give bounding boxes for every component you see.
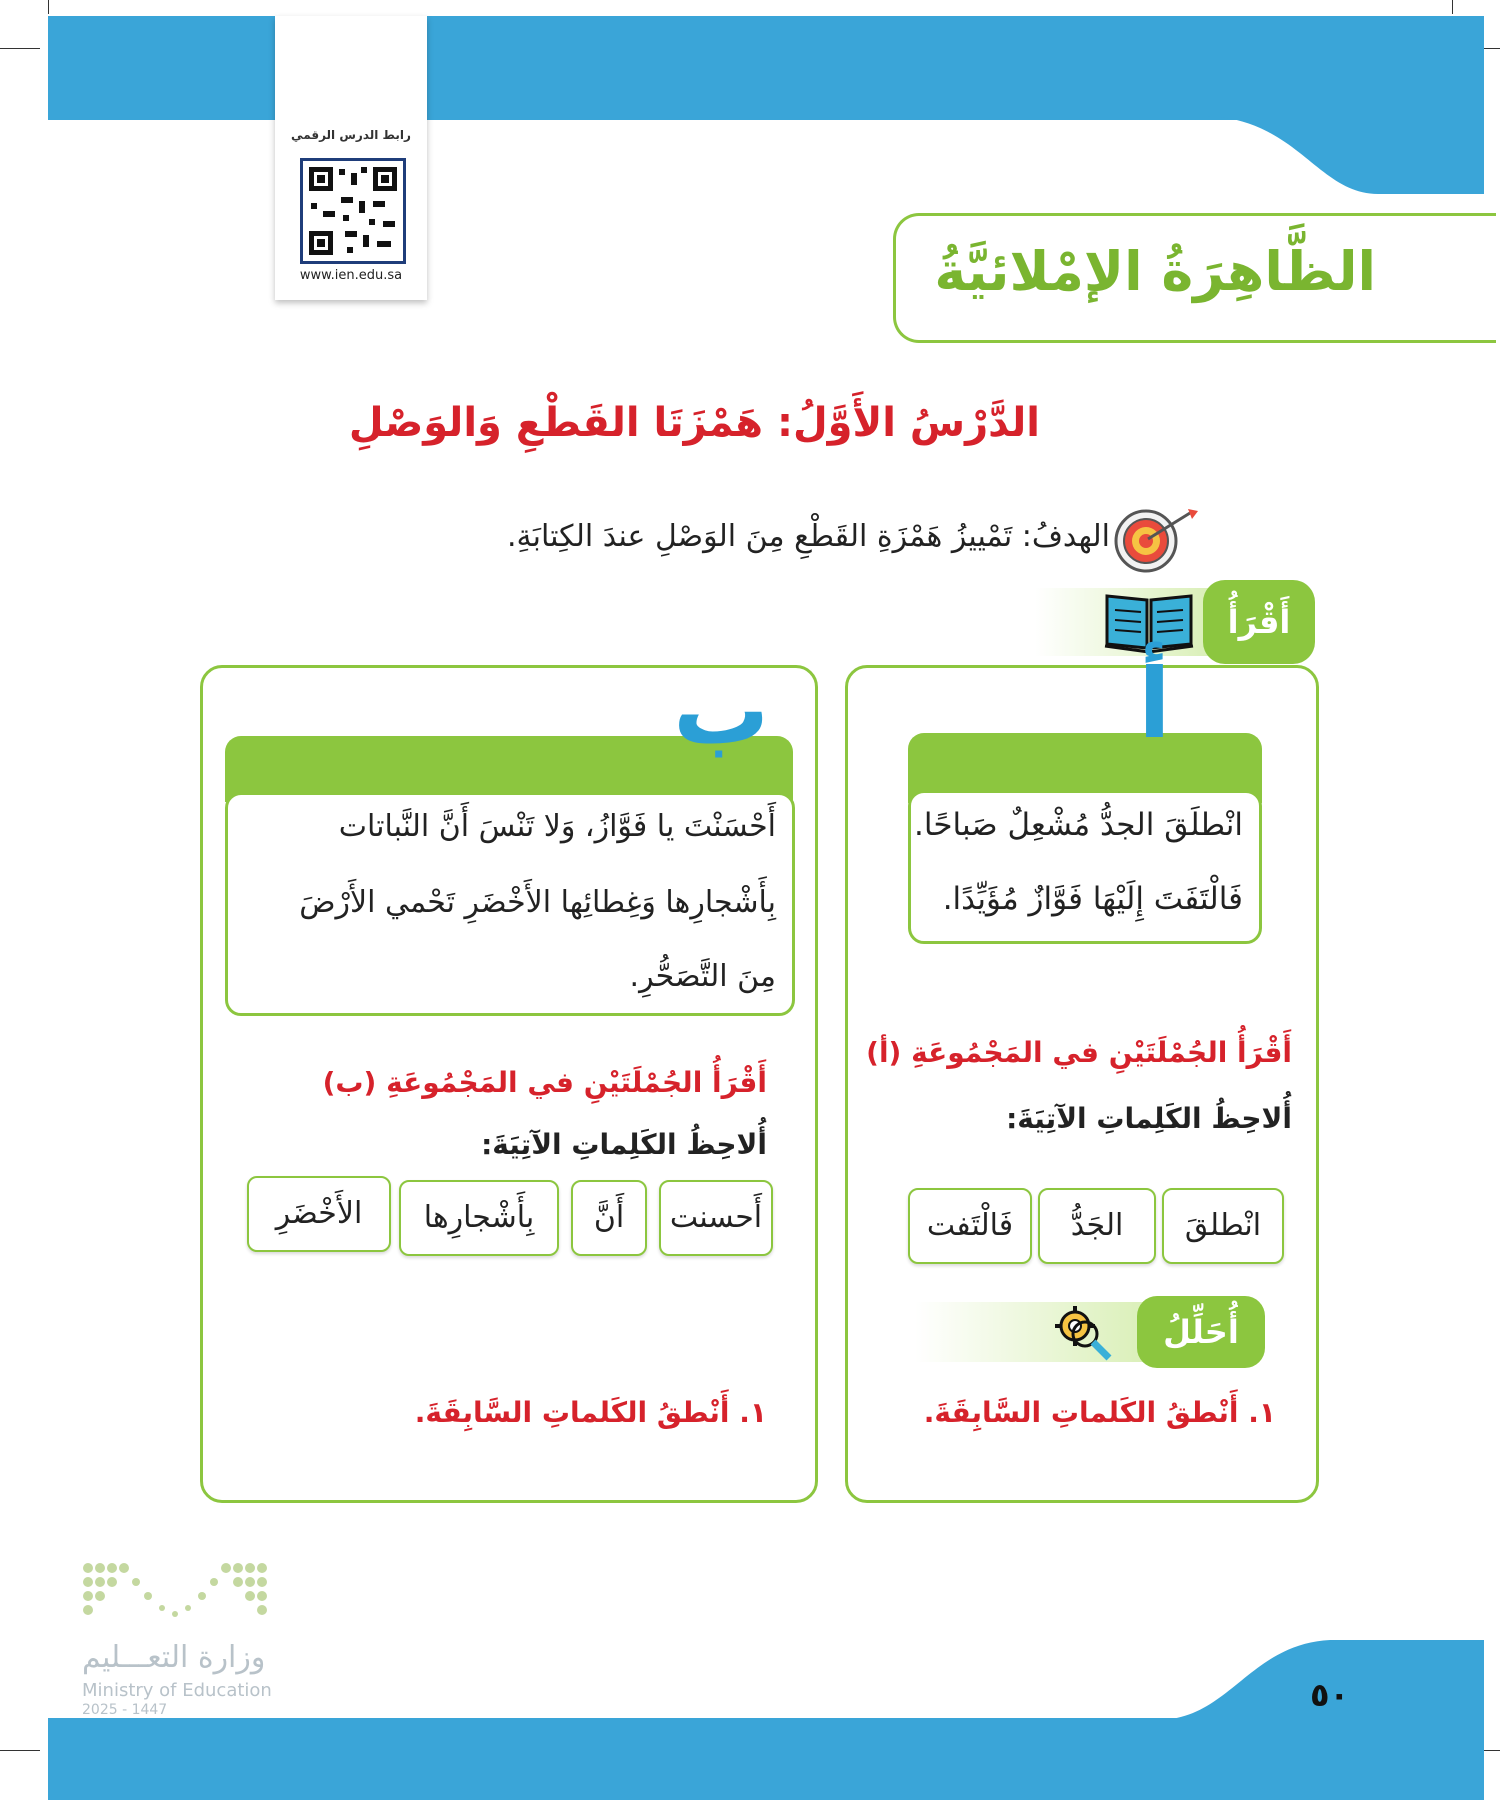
group-a-word-card: فَالْتَفت: [908, 1188, 1032, 1264]
group-a-instruction-read: أَقْرَأُ الجُمْلَتَيْنِ في المَجْمُوعَةِ (أ): [866, 1036, 1292, 1069]
analyze-band-fade: [915, 1302, 1155, 1362]
page-title: الظَّاهِرَةُ الإمْلائيَّةُ: [934, 240, 1376, 303]
group-a-word-card: الجَدُّ: [1038, 1188, 1156, 1264]
crop-mark: [48, 0, 49, 14]
group-b-sentence: مِنَ التَّصَحُّرِ.: [629, 959, 776, 994]
ministry-year: 2025 - 1447: [82, 1702, 168, 1718]
group-b-word-card: بِأَشْجارِها: [399, 1180, 559, 1256]
group-a-task: ١. أَنْطقُ الكَلماتِ السَّابِقَةَ.: [923, 1396, 1276, 1429]
group-b-word-card: الأَخْضَرِ: [247, 1176, 391, 1252]
group-a-instruction-note: أُلاحِظُ الكَلِماتِ الآتِيَةَ:: [1006, 1102, 1292, 1135]
crop-mark: [1452, 0, 1453, 14]
group-a-sentence-box: [908, 790, 1262, 944]
group-a-panel: [845, 648, 1319, 1503]
group-b-instruction-read: أَقْرَأُ الجُمْلَتَيْنِ في المَجْمُوعَةِ (ب): [322, 1066, 767, 1099]
group-b-panel: [200, 654, 818, 1503]
qr-label: رابط الدرس الرقمي: [291, 128, 411, 142]
magnify-gear-icon: [1051, 1302, 1115, 1362]
goal-row: [506, 505, 1200, 575]
group-a-sentence: فَالْتَفَتَ إِلَيْهَا فَوَّازٌ مُؤَيِّدًا.: [942, 881, 1243, 917]
group-b-instruction-note: أُلاحِظُ الكَلِماتِ الآتِيَةَ:: [481, 1128, 767, 1161]
goal-text: الهدفُ: تَمْييزُ هَمْزَةِ القَطْعِ مِنَ الوَصْلِ عندَ الكِتابَةِ.: [506, 519, 1110, 554]
qr-url[interactable]: www.ien.edu.sa: [299, 268, 403, 283]
read-band: [1040, 580, 1315, 664]
footer-bar: [48, 1718, 1484, 1800]
group-a-word-card: انْطلقَ: [1162, 1188, 1284, 1264]
group-a-letter: أ: [1138, 648, 1171, 760]
title-box: [893, 213, 1496, 343]
banner-curve: [48, 110, 1484, 200]
group-b-task: ١. أَنْطقُ الكَلماتِ السَّابِقَةَ.: [414, 1396, 767, 1429]
group-b-sentence-box: [225, 792, 795, 1016]
qr-code[interactable]: [300, 158, 406, 264]
ministry-logo-icon: [82, 1560, 268, 1624]
group-b-letter: ب: [673, 654, 770, 766]
page-number: ٥٠: [1310, 1676, 1350, 1714]
top-banner: [48, 16, 1484, 120]
analyze-tag: أُحَلِّلُ: [1137, 1296, 1265, 1368]
crop-mark: [0, 1750, 40, 1751]
qr-card[interactable]: [275, 16, 427, 300]
group-b-sentence: أَحْسَنْتَ يا فَوَّازُ، وَلا تَنْسَ أَنَّ النَّباتات: [338, 809, 776, 844]
group-b-sentence: بِأَشْجارِها وَغِطائِها الأَخْضَرِ تَحْمي الأَرْضَ: [299, 885, 776, 920]
analyze-band: [915, 1296, 1265, 1368]
read-tag: أَقْرَأُ: [1203, 580, 1315, 664]
ministry-name-ar: وزارة التعـــليم: [82, 1640, 266, 1675]
lesson-title: الدَّرْسُ الأَوَّلُ: هَمْزَتَا القَطْعِ وَالوَصْلِ: [348, 400, 1040, 446]
target-icon: [1108, 505, 1200, 575]
group-b-word-card: أَنَّ: [571, 1180, 647, 1256]
group-a-sentence: انْطلَقَ الجدُّ مُشْعِلٌ صَباحًا.: [914, 807, 1243, 843]
group-b-word-card: أَحسنت: [659, 1180, 773, 1256]
book-icon: [1103, 588, 1195, 656]
ministry-name-en: Ministry of Education: [82, 1680, 272, 1701]
crop-mark: [0, 48, 40, 49]
